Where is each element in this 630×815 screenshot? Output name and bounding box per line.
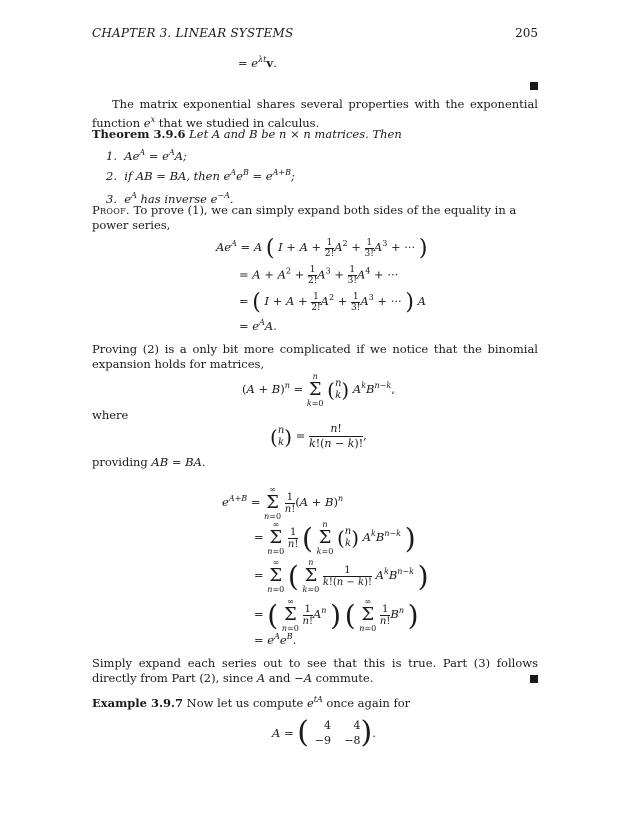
qed-mark — [530, 82, 538, 90]
binomial-equation: $(A + B)^n$ = n Σ k=0 ( n k ) $A^kB^{n-k}$, — [242, 372, 395, 408]
matrix-equation: A = ( 4 4 −9 −8 ). — [272, 715, 376, 750]
eq2-line-5: = $e^Ae^B$. — [254, 632, 297, 647]
eq2-line-2: = ∞ Σ n=0 $\frac{1}{n!}$ ( n Σ k=0 ( n k ) $A^kB^{n-k}$ ) — [254, 520, 416, 556]
paragraph-2: Proving (2) is a only bit more complicated if we notice that the binomial expansion holds for matrices, — [92, 342, 538, 371]
eq1-line-4: = $e^AA$. — [239, 318, 277, 333]
qed-mark-2 — [530, 675, 538, 683]
proof-label: Proof. — [92, 203, 130, 217]
where-text: where — [92, 408, 129, 422]
example-label: Example 3.9.7 — [92, 695, 183, 710]
providing-text: providing AB = BA. — [92, 455, 206, 469]
matrix-cell: −9 — [314, 734, 331, 747]
proof-paragraph — [92, 203, 538, 233]
eq1-line-3: = ( I + A + $\frac{1}{2!}$ $A^2$ + $\frac{1}{3!}$ $A^3$ + ··· ) A — [239, 290, 426, 315]
theorem-item-3: 3. $e^A$ has inverse $e^{-A}$. — [106, 191, 234, 206]
theorem-item-2: 2. if AB = BA, then $e^Ae^B = e^{A+B}$; — [106, 168, 295, 183]
theorem-item-1: 1. $Ae^A = e^AA$; — [106, 148, 187, 163]
chapter-header: CHAPTER 3. LINEAR SYSTEMS — [92, 26, 294, 40]
matrix-cell: 4 — [323, 719, 331, 732]
matrix-tail: . — [372, 726, 376, 740]
eq1-line-1: $Ae^A = A$ ( I + A + $\frac{1}{2!}$ $A^2$ + $\frac{1}{3!}$ $A^3$ + ··· ) — [216, 236, 428, 261]
proof-text: To prove (1), we can simply expand both sides of the equality in a power series, — [92, 203, 517, 232]
matrix-cell: 4 — [353, 719, 361, 732]
theorem-label: Theorem 3.9.6 — [92, 127, 186, 141]
paragraph-3: Simply expand each series out to see that this is true. Part (3) follows directly from Part (2), since A and −A commute. — [92, 656, 538, 685]
matrix-lhs: A = — [272, 726, 294, 740]
top-equation: = $e^{\lambda t}v$. — [238, 55, 277, 70]
example-heading: Example 3.9.7 Now let us compute $e^{tA}$ once again for — [92, 695, 411, 710]
theorem-statement — [92, 127, 538, 142]
eq2-line-1: $e^{A+B}$ = ∞ Σ n=0 $\frac{1}{n!}$ $(A + B)^n$ — [222, 485, 344, 521]
eq1-line-2: = $A + A^2$ + $\frac{1}{2!}$ $A^3$ + $\frac{1}{3!}$ $A^4$ + ··· — [239, 265, 399, 286]
eq2-line-3: = ∞ Σ n=0 ( n Σ k=0 $\frac{1}{k!(n - k)!}$ $A^kB^{n-k}$ ) — [254, 558, 429, 594]
matrix-cell: −8 — [344, 734, 361, 747]
intro-paragraph: The matrix exponential shares several properties with the exponential function $e^x$ that we studied in calculus. — [92, 97, 538, 130]
eq2-line-4: = ( ∞ Σ n=0 $\frac{1}{n!}$ $A^n$ ) ( ∞ Σ n=0 $\frac{1}{n!}$ $B^n$ ) — [254, 597, 419, 633]
binomial-definition: ( n k ) = $\frac{n!}{k!(n - k)!}$ , — [270, 422, 367, 450]
theorem-text: Let A and B be n × n matrices. Then — [189, 127, 402, 141]
page-number: 205 — [515, 26, 538, 40]
